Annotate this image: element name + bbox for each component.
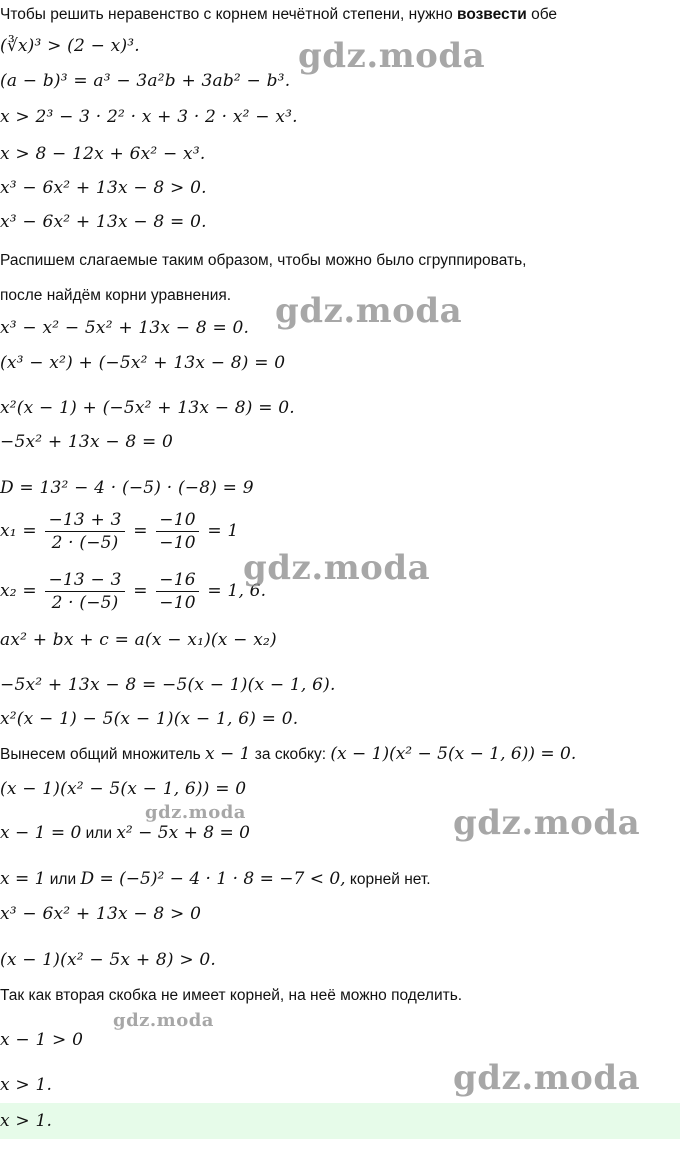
inequality-linear: x − 1 > 0 <box>0 1030 84 1050</box>
equation-expanded: x > 2³ − 3 · 2² · x + 3 · 2 · x² − x³. <box>0 107 298 127</box>
division-explanation: Так как вторая скобка не имеет корней, на неё можно поделить. <box>0 987 463 1004</box>
equation-cubic: x³ − 6x² + 13x − 8 = 0. <box>0 212 207 232</box>
watermark-logo: gdz.moda <box>275 291 463 331</box>
fraction-x2-a: $\frac{-13 - 3}{2 \cdot (-5)}$ <box>45 570 124 613</box>
intro-text: Чтобы решить неравенство с корнем нечётной степени, нужно возвести обе <box>0 6 558 23</box>
common-factor-line: Вынесем общий множитель x − 1 за скобку: (x − 1)(x² − 5(x − 1, 6)) = 0. <box>0 744 577 764</box>
inequality-result: x > 1. <box>0 1075 53 1095</box>
watermark-logo: gdz.moda <box>243 548 431 588</box>
fraction-x1-a: $\frac{-13 + 3}{2 \cdot (-5)}$ <box>45 510 124 553</box>
watermark-logo: gdz.moda <box>453 1058 641 1098</box>
answer-highlight <box>0 1103 680 1139</box>
final-answer: x > 1. <box>0 1111 53 1131</box>
inequality-factored: (x − 1)(x² − 5x + 8) > 0. <box>0 950 216 970</box>
case-results: x = 1 или D = (−5)² − 4 · 1 · 8 = −7 < 0, корней нет. <box>0 869 431 889</box>
equation-common-factor: (x − 1)(x² − 5(x − 1, 6)) = 0 <box>0 779 247 799</box>
grouping-text-cont: после найдём корни уравнения. <box>0 287 232 304</box>
equation-simplified: x > 8 − 12x + 6x² − x³. <box>0 144 206 164</box>
split-cases: x − 1 = 0 или x² − 5x + 8 = 0 <box>0 823 250 843</box>
equation-split-terms: x³ − x² − 5x² + 13x − 8 = 0. <box>0 318 250 338</box>
fraction-x1-b: $\frac{-10}{-10}$ <box>156 510 198 553</box>
watermark-logo: gdz.moda <box>298 36 486 76</box>
equation-grouped: (x³ − x²) + (−5x² + 13x − 8) = 0 <box>0 353 286 373</box>
quadratic-factored: −5x² + 13x − 8 = −5(x − 1)(x − 1, 6). <box>0 675 336 695</box>
root-x2: x₂ = $\frac{-13 - 3}{2 \cdot (-5)}$ = $\frac{-16}{-10}$ = 1, 6. <box>0 570 267 613</box>
grouping-text: Распишем слагаемые таким образом, чтобы можно было сгруппировать, <box>0 252 527 269</box>
root-x1: x₁ = $\frac{-13 + 3}{2 \cdot (-5)}$ = $\frac{-10}{-10}$ = 1 <box>0 510 239 553</box>
equation-cube-formula: (a − b)³ = a³ − 3a²b + 3ab² − b³. <box>0 71 291 91</box>
equation-substituted: x²(x − 1) − 5(x − 1)(x − 1, 6) = 0. <box>0 709 299 729</box>
inequality-cubic: x³ − 6x² + 13x − 8 > 0. <box>0 178 207 198</box>
equation-cube-both-sides: (∛x)³ > (2 − x)³. <box>0 36 140 56</box>
watermark-logo: gdz.moda <box>113 1010 214 1031</box>
fraction-x2-b: $\frac{-16}{-10}$ <box>156 570 198 613</box>
equation-quadratic: −5x² + 13x − 8 = 0 <box>0 432 174 452</box>
quadratic-factor-formula: ax² + bx + c = a(x − x₁)(x − x₂) <box>0 630 277 650</box>
discriminant: D = 13² − 4 · (−5) · (−8) = 9 <box>0 478 254 498</box>
watermark-logo: gdz.moda <box>453 803 641 843</box>
inequality-restated: x³ − 6x² + 13x − 8 > 0 <box>0 904 202 924</box>
watermark-logo: gdz.moda <box>145 802 246 823</box>
equation-factored-part: x²(x − 1) + (−5x² + 13x − 8) = 0. <box>0 398 295 418</box>
